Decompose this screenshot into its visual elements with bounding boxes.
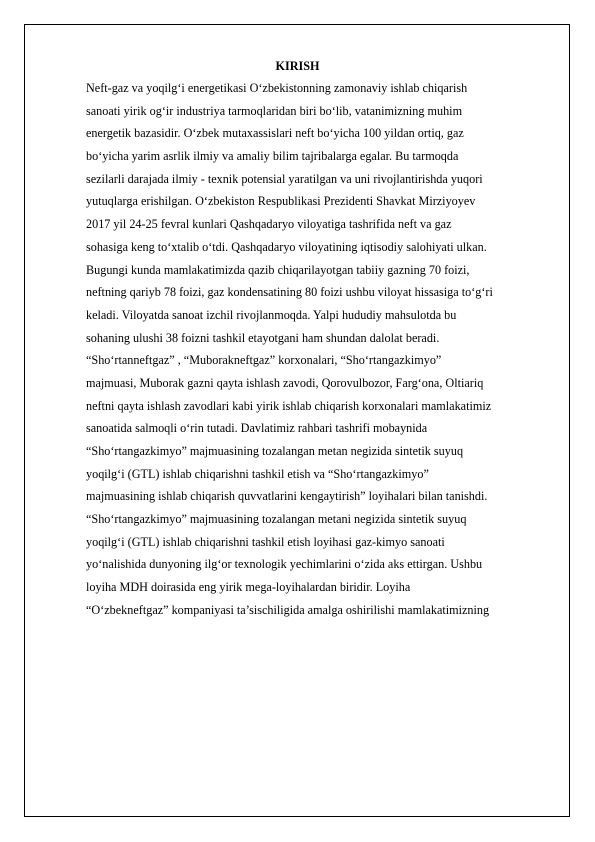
text-line: sanoati yirik og‘ir industriya tarmoqlaridan biri bo‘lib, vatanimizning muhim: [86, 103, 463, 118]
text-line: yo‘nalishida dunyoning ilg‘or texnologik yechimlarini o‘zida aks ettirgan. Ushbu: [86, 557, 483, 572]
text-line: yoqilg‘i (GTL) ishlab chiqarishni tashkil etish loyihasi gaz-kimyo sanoati: [86, 534, 445, 549]
text-line: “Sho‘rtangazkimyo” majmuasining tozalangan metani negizida sintetik suyuq: [86, 512, 467, 527]
text-line: neftni qayta ishlash zavodlari kabi yirik ishlab chiqarish korxonalari mamlakatimiz: [86, 398, 492, 413]
text-line: keladi. Viloyatda sanoat izchil rivojlanmoqda. Yalpi hududiy mahsulotda bu: [86, 307, 457, 322]
page-title: KIRISH: [275, 59, 320, 73]
text-line: bo‘yicha yarim asrlik ilmiy va amaliy bilim tajribalarga egalar. Bu tarmoqda: [86, 149, 459, 164]
text-line: majmuasi, Muborak gazni qayta ishlash zavodi, Qorovulbozor, Farg‘ona, Oltiariq: [86, 375, 484, 390]
text-line: yoqilg‘i (GTL) ishlab chiqarishni tashkil etish va “Sho‘rtangazkimyo”: [86, 466, 429, 481]
text-line: neftning qariyb 78 foizi, gaz kondensatining 80 foizi ushbu viloyat hissasiga to‘g‘ri: [86, 285, 493, 300]
text-line: energetik bazasidir. O‘zbek mutaxassislari neft bo‘yicha 100 yildan ortiq, gaz: [86, 126, 464, 141]
paragraph: [86, 77, 586, 622]
text-line: majmuasining ishlab chiqarish quvvatlarini kengaytirish” loyihalari bilan tanishdi.: [86, 489, 488, 504]
text-line: yutuqlarga erishilgan. O‘zbekiston Respublikasi Prezidenti Shavkat Mirziyoyev: [86, 194, 476, 209]
text-line: sohasiga keng to‘xtalib o‘tdi. Qashqadaryo viloyatining iqtisodiy salohiyati ulkan.: [86, 239, 487, 254]
text-line: “O‘zbekneftgaz” kompaniyasi ta’sischiligida amalga oshirilishi mamlakatimizning: [86, 602, 490, 617]
text-line: sezilarli darajada ilmiy - texnik potensial yaratilgan va uni rivojlantirishda yuqori: [86, 171, 483, 186]
text-line: “Sho‘rtangazkimyo” majmuasining tozalangan metan negizida sintetik suyuq: [86, 444, 464, 458]
text-line: loyiha MDH doirasida eng yirik mega-loyihalardan biridir. Loyiha: [86, 580, 411, 595]
text-line: Neft-gaz va yoqilg‘i energetikasi O‘zbekistonning zamonaviy ishlab chiqarish: [86, 81, 468, 95]
text-line: sohaning ulushi 38 foizni tashkil etayotgani ham shundan dalolat beradi.: [86, 330, 440, 345]
text-line: 2017 yil 24-25 fevral kunlari Qashqadaryo viloyatiga tashrifida neft va gaz: [86, 217, 452, 232]
text-line: “Sho‘rtanneftgaz” , “Muborakneftgaz” korxonalari, “Sho‘rtangazkimyo”: [86, 353, 442, 368]
document-body: [86, 55, 586, 622]
text-line: sanoatida salmoqli o‘rin tutadi. Davlatimiz rahbari tashrifi mobaynida: [86, 421, 428, 436]
text-line: Bugungi kunda mamlakatimizda qazib chiqarilayotgan tabiiy gazning 70 foizi,: [86, 262, 470, 277]
